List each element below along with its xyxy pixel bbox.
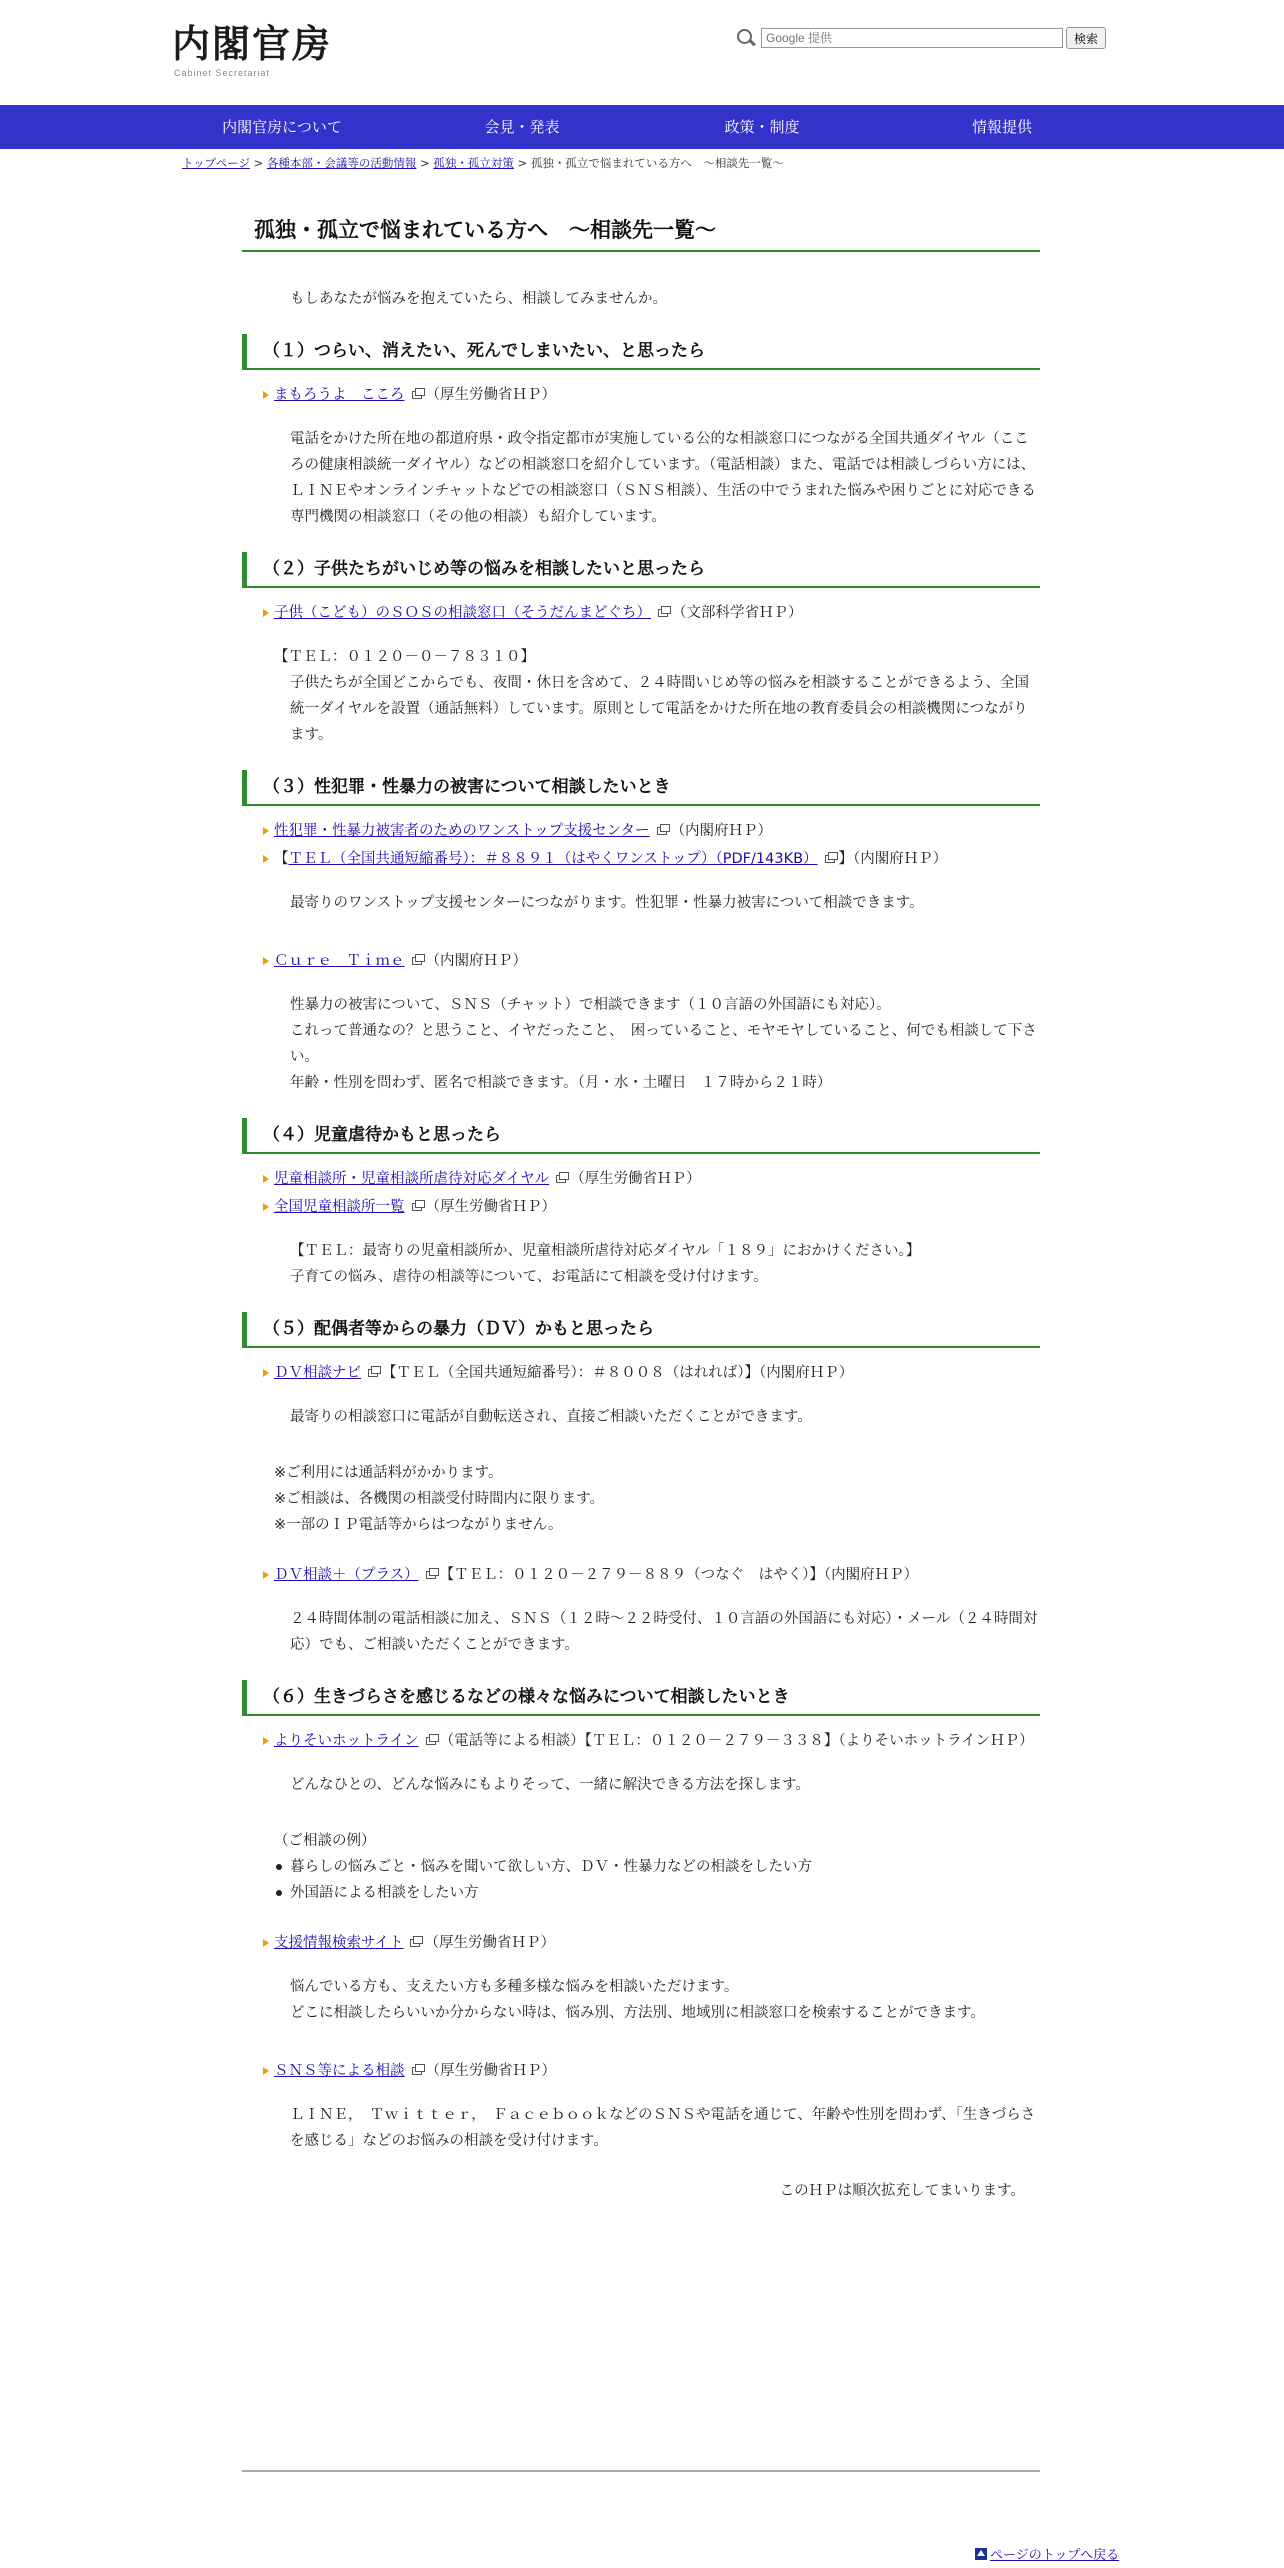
external-link-icon [658, 609, 668, 617]
section-text: 悩んでいる方も、支えたい方も多種多様な悩みを相談いただけます。 [290, 1979, 739, 1995]
site-header [0, 0, 1284, 105]
arrow-icon [263, 609, 269, 617]
section-text: 性暴力の被害について、ＳＮＳ（チャット）で相談できます（１０言語の外国語にも対応）。 [290, 997, 891, 1013]
page-top-label[interactable]: ページのトップへ戻る [990, 2548, 1120, 2563]
link-sns-consult[interactable]: ＳＮＳ等による相談 [274, 2063, 405, 2079]
external-link-icon [426, 1571, 436, 1579]
section-text: 最寄りの相談窓口に電話が自動転送され、直接ご相談いただくことができます。 [290, 1409, 812, 1425]
link-onestop-center[interactable]: 性犯罪・性暴力被害者のためのワンストップ支援センター [274, 823, 650, 839]
global-nav [0, 105, 1284, 149]
link-child-guidance-list[interactable]: 全国児童相談所一覧 [274, 1199, 405, 1215]
list-item: ＤＶ相談＋（プラス） 【ＴＥＬ：０１２０－２７９－８８９（つなぐ はやく）】（内閣府ＨＰ） [242, 1562, 1040, 1588]
list-item: 支援情報検索サイト （厚生労働省ＨＰ） [242, 1930, 1040, 1956]
note-text: ※一部のＩＰ電話等からはつながりません。 [274, 1517, 563, 1533]
list-item: ＳＮＳ等による相談 （厚生労働省ＨＰ） [242, 2058, 1040, 2084]
arrow-icon [263, 1175, 269, 1183]
external-link-icon [412, 957, 422, 965]
arrow-icon [263, 391, 269, 399]
list-item: 【ＴＥＬ（全国共通短縮番号）：＃８８９１（はやくワンストップ）（PDF/143KB） 】（内閣府ＨＰ） [242, 846, 1040, 872]
list-item: Ｃｕｒｅ Ｔｉｍｅ （内閣府ＨＰ） [242, 948, 1040, 974]
section-text: どこに相談したらいいか分からない時は、悩み別、方法別、地域別に相談窓口を検索することができます。 [290, 2005, 985, 2021]
breadcrumb: トップページ > 各種本部・会議等の活動情報 > 孤独・孤立対策 > 孤独・孤立で悩まれている方へ ～相談先一覧～ [182, 156, 784, 170]
list-item: 子供（こども）のＳＯＳの相談窓口（そうだんまどぐち） （文部科学省ＨＰ） [242, 600, 1040, 626]
external-link-icon [426, 1737, 436, 1745]
search-icon [735, 27, 757, 49]
link-cure-time[interactable]: Ｃｕｒｅ Ｔｉｍｅ [274, 953, 405, 969]
section-heading: （２）子供たちがいじめ等の悩みを相談したいと思ったら [242, 552, 1040, 588]
section-text: 子供たちが全国どこからでも、夜間・休日を含めて、２４時間いじめ等の悩みを相談することができるよう、全国統一ダイヤルを設置（通話無料）しています。原則として電話をかけた所在地の教育委員会の相談機関につながります。 [290, 675, 1030, 743]
section-heading: （４）児童虐待かもと思ったら [242, 1118, 1040, 1154]
section-text: どんなひとの、どんな悩みにもよりそって、一緒に解決できる方法を探します。 [290, 1777, 810, 1793]
section-text: ＬＩＮＥ， Ｔｗｉｔｔｅｒ， ＦａｃｅｂｏｏｋなどのＳＮＳや電話を通じて、年齢や性別を問わず、「生きづらさを感じる」などのお悩みの相談を受け付けます。 [290, 2107, 1036, 2149]
section-text: 子育ての悩み、虐待の相談等について、お電話にて相談を受け付けます。 [290, 1269, 768, 1285]
example-list [274, 1854, 1040, 1906]
main-content [242, 210, 1040, 2204]
link-child-sos[interactable]: 子供（こども）のＳＯＳの相談窓口（そうだんまどぐち） [274, 605, 651, 621]
breadcrumb-link-top[interactable]: トップページ [182, 156, 250, 170]
tel-text: 【ＴＥＬ：０１２０－０－７８３１０】 [274, 649, 535, 665]
example-label: （ご相談の例） [274, 1833, 376, 1849]
arrow-icon [263, 827, 269, 835]
external-link-icon [412, 1203, 422, 1211]
closing-text: このＨＰは順次拡充してまいります。 [779, 2183, 1025, 2199]
section-text: これって普通なの？と思うこと、イヤだったこと、 困っていること、モヤモヤしていること、何でも相談して下さい。 [290, 1023, 1037, 1065]
list-item: 外国語による相談をしたい方 [274, 1880, 1040, 1906]
section-text: ２４時間体制の電話相談に加え、ＳＮＳ（１２時～２２時受付、１０言語の外国語にも対応）・メール（２４時間対応）でも、ご相談いただくことができます。 [290, 1611, 1038, 1653]
nav-item-about[interactable]: 内閣官房について [222, 118, 342, 136]
arrow-icon [263, 1369, 269, 1377]
tel-text: 【ＴＥＬ：最寄りの児童相談所か、児童相談所虐待対応ダイヤル「１８９」におかけください。】 [290, 1243, 921, 1259]
link-mamorouyo[interactable]: まもろうよ こころ [274, 387, 405, 403]
search-area [735, 27, 1106, 49]
link-yorisoi-hotline[interactable]: よりそいホットライン [274, 1733, 419, 1749]
arrow-icon [263, 957, 269, 965]
list-item: 全国児童相談所一覧 （厚生労働省ＨＰ） [242, 1194, 1040, 1220]
external-link-icon [657, 827, 667, 835]
arrow-icon [263, 2067, 269, 2075]
section-heading: （５）配偶者等からの暴力（ＤＶ）かもと思ったら [242, 1312, 1040, 1348]
external-link-icon [825, 855, 835, 863]
link-8891-pdf[interactable]: ＴＥＬ（全国共通短縮番号）：＃８８９１（はやくワンストップ）（PDF/143KB） [288, 851, 818, 867]
search-button[interactable]: 検索 [1066, 27, 1106, 49]
intro-text: もしあなたが悩みを抱えていたら、相談してみませんか。 [290, 291, 667, 307]
external-link-icon [556, 1175, 566, 1183]
breadcrumb-current: 孤独・孤立で悩まれている方へ ～相談先一覧～ [530, 156, 784, 170]
nav-item-info[interactable]: 情報提供 [971, 118, 1032, 136]
nav-item-policy[interactable]: 政策・制度 [724, 118, 800, 136]
section-heading: （６）生きづらさを感じるなどの様々な悩みについて相談したいとき [242, 1680, 1040, 1716]
logo-subtitle: Cabinet Secretariat [174, 68, 271, 78]
section-text: 最寄りのワンストップ支援センターにつながります。性犯罪・性暴力被害について相談できます。 [290, 895, 924, 911]
link-child-guidance-dial[interactable]: 児童相談所・児童相談所虐待対応ダイヤル [274, 1171, 550, 1187]
list-item: 性犯罪・性暴力被害者のためのワンストップ支援センター （内閣府ＨＰ） [242, 818, 1040, 844]
arrow-icon [263, 855, 269, 863]
link-dv-plus[interactable]: ＤＶ相談＋（プラス） [274, 1567, 419, 1583]
breadcrumb-link-isolation[interactable]: 孤独・孤立対策 [433, 156, 514, 170]
external-link-icon [368, 1369, 378, 1377]
list-item: まもろうよ こころ （厚生労働省ＨＰ） [242, 382, 1040, 408]
list-item: ＤＶ相談ナビ 【ＴＥＬ（全国共通短縮番号）：＃８００８（はれれば）】（内閣府ＨＰ） [242, 1360, 1040, 1386]
nav-item-press[interactable]: 会見・発表 [484, 118, 560, 136]
arrow-icon [263, 1737, 269, 1745]
breadcrumb-link-activities[interactable]: 各種本部・会議等の活動情報 [266, 156, 417, 170]
external-link-icon [412, 391, 422, 399]
section-text: 電話をかけた所在地の都道府県・政令指定都市が実施している公的な相談窓口につながる全国共通ダイヤル（こころの健康相談統一ダイヤル）などの相談窓口を紹介しています。（電話相談）また、電話では相談しづらい方には、ＬＩＮＥやオンラインチャットなどでの相談窓口（ＳＮＳ相談）、生活の中でうまれた悩みや困りごとに対応できる専門機関の相談窓口（その他の相談）も紹介しています。 [290, 431, 1036, 525]
section-text: 年齢・性別を問わず、匿名で相談できます。（月・水・土曜日 １７時から２１時） [290, 1075, 832, 1091]
note-text: ※ご相談は、各機関の相談受付時間内に限ります。 [274, 1491, 604, 1507]
search-input[interactable] [761, 28, 1063, 48]
page-title: 孤独・孤立で悩まれている方へ ～相談先一覧～ [242, 210, 1040, 252]
note-text: ※ご利用には通話料がかかります。 [274, 1465, 503, 1481]
section-heading: （３）性犯罪・性暴力の被害について相談したいとき [242, 770, 1040, 806]
page-top-link[interactable] [975, 2544, 1119, 2563]
list-item: よりそいホットライン （電話等による相談）【ＴＥＬ：０１２０－２７９－３３８】（よりそいホットラインＨＰ） [242, 1728, 1040, 1754]
link-dv-navi[interactable]: ＤＶ相談ナビ [274, 1365, 361, 1381]
list-item: 児童相談所・児童相談所虐待対応ダイヤル （厚生労働省ＨＰ） [242, 1166, 1040, 1192]
external-link-icon [410, 1939, 420, 1947]
link-support-search[interactable]: 支援情報検索サイト [274, 1935, 404, 1951]
logo-title: 内閣官房 [172, 21, 333, 66]
arrow-icon [263, 1571, 269, 1579]
site-logo[interactable] [172, 20, 332, 78]
arrow-icon [263, 1203, 269, 1211]
footer-divider [242, 2470, 1040, 2472]
section-heading: （１）つらい、消えたい、死んでしまいたい、と思ったら [242, 334, 1040, 370]
external-link-icon [412, 2067, 422, 2075]
arrow-up-icon [975, 2548, 987, 2560]
list-item: 暮らしの悩みごと・悩みを聞いて欲しい方、ＤＶ・性暴力などの相談をしたい方 [274, 1854, 1040, 1880]
arrow-icon [263, 1939, 269, 1947]
